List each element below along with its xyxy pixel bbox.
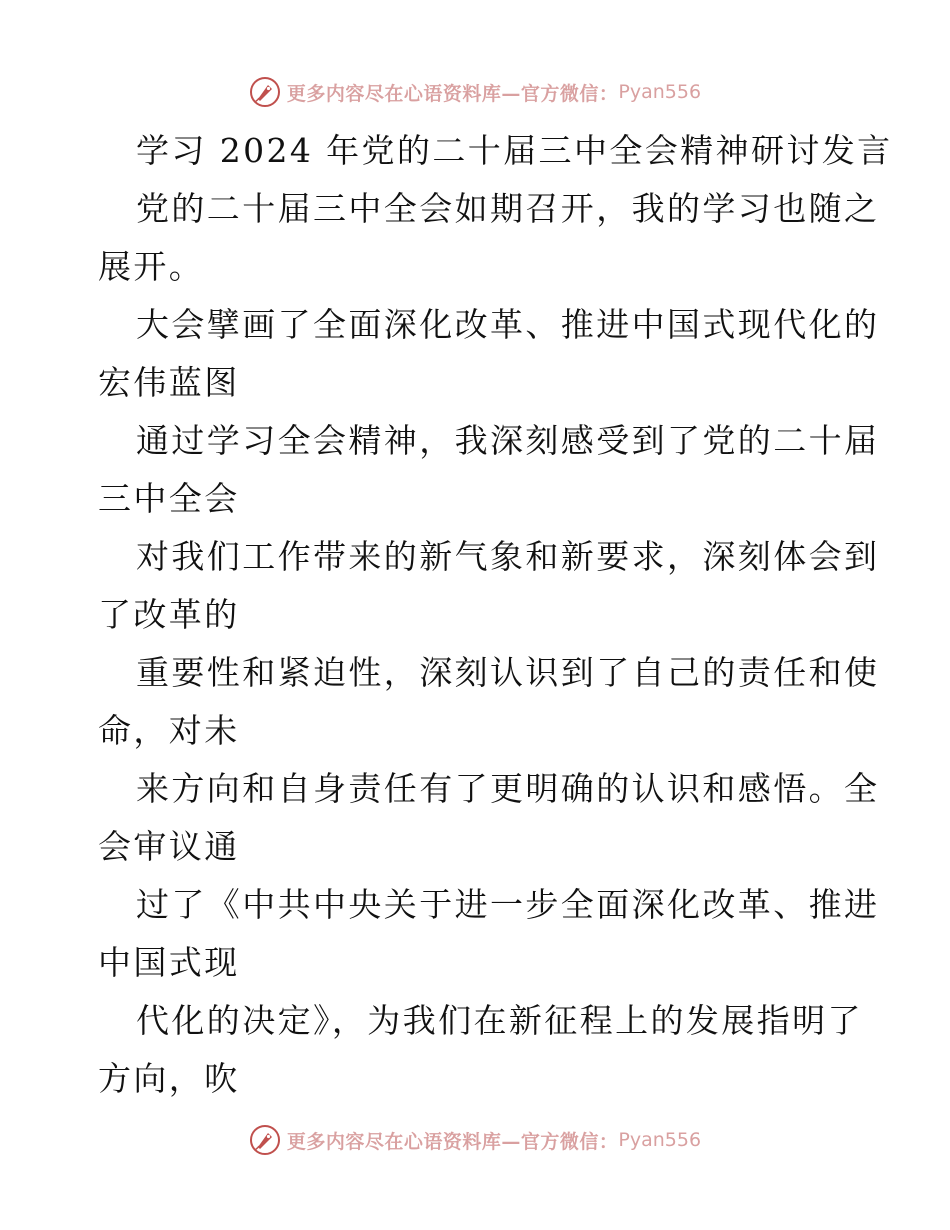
text-line: 三中全会 [98, 479, 240, 518]
text-line: 通过学习全会精神，我深刻感受到了党的二十届 [136, 421, 880, 460]
text-line: 对我们工作带来的新气象和新要求，深刻体会到 [136, 537, 880, 576]
wechat-id: Pyan556 [618, 1129, 702, 1151]
text-line: 大会擘画了全面深化改革、推进中国式现代化的 [136, 305, 880, 344]
footer-banner [0, 1120, 950, 1160]
text-line: 方向，吹 [98, 1059, 240, 1098]
text-line: 了改革的 [98, 595, 240, 634]
text-line: 来方向和自身责任有了更明确的认识和感悟。全 [136, 769, 880, 808]
text-line: 命，对未 [98, 711, 240, 750]
text-line: 展开。 [98, 247, 205, 286]
text-line: 宏伟蓝图 [98, 363, 240, 402]
pen-nib-logo-icon [249, 76, 281, 108]
banner-text: 更多内容尽在心语资料库—官方微信： [286, 1130, 619, 1153]
wechat-id: Pyan556 [618, 81, 702, 103]
text-line: 代化的决定》，为我们在新征程上的发展指明了 [136, 1001, 863, 1040]
text-line: 会审议通 [98, 827, 240, 866]
banner-text: 更多内容尽在心语资料库—官方微信： [286, 82, 619, 105]
text-line: 重要性和紧迫性，深刻认识到了自己的责任和使 [136, 653, 880, 692]
header-banner [0, 72, 950, 112]
text-line: 中国式现 [98, 943, 240, 982]
text-line: 学习 2024 年党的二十届三中全会精神研讨发言 [136, 131, 893, 170]
pen-nib-logo-icon [249, 1124, 281, 1156]
document-body [98, 122, 893, 1108]
text-line: 过了《中共中央关于进一步全面深化改革、推进 [136, 885, 880, 924]
text-line: 党的二十届三中全会如期召开，我的学习也随之 [136, 189, 880, 228]
